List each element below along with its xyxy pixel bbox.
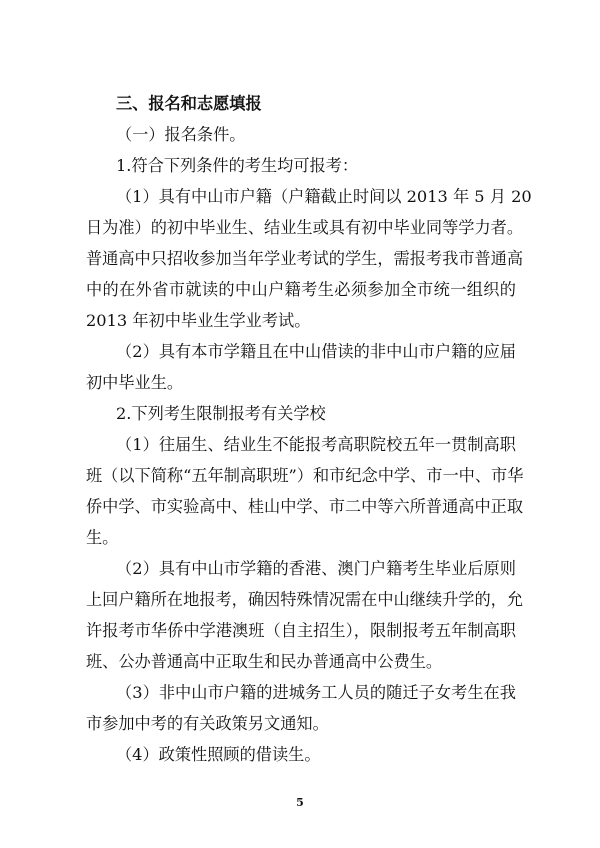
- item-1-title: 1.符合下列条件的考生均可报考：: [116, 156, 359, 175]
- para-4-line-3: 许报考市华侨中学港澳班（自主招生），限制报考五年制高职: [86, 621, 516, 640]
- para-4-line-4: 班、公办普通高中正取生和民办普通高中公费生。: [86, 652, 443, 671]
- para-1-line-4: 中的在外省市就读的中山户籍考生必须参加全市统一组织的: [86, 280, 516, 299]
- para-1-line-5: 2013 年初中毕业生学业考试。: [86, 311, 311, 330]
- page-number: 5: [296, 796, 304, 809]
- para-2-line-2: 初中毕业生。: [86, 373, 184, 392]
- para-3-line-4: 生。: [86, 528, 119, 547]
- subheading: （一）报名条件。: [116, 125, 246, 144]
- para-4-line-1: （2）具有中山市学籍的香港、澳门户籍考生毕业后原则: [116, 559, 516, 578]
- para-5-line-2: 市参加中考的有关政策另文通知。: [86, 714, 329, 733]
- para-6-line-1: （4）政策性照顾的借读生。: [116, 745, 321, 764]
- para-1-line-2: 日为准）的初中毕业生、结业生或具有初中毕业同等学力者。: [86, 218, 524, 237]
- para-3-line-3: 侨中学、市实验高中、桂山中学、市二中等六所普通高中正取: [86, 497, 524, 516]
- para-1-line-3: 普通高中只招收参加当年学业考试的学生，需报考我市普通高: [86, 249, 524, 268]
- item-2-title: 2.下列考生限制报考有关学校: [116, 404, 326, 423]
- para-1-line-1: （1）具有中山市户籍（户籍截止时间以 2013 年 5 月 20: [116, 187, 532, 206]
- para-5-line-1: （3）非中山市户籍的进城务工人员的随迁子女考生在我: [116, 683, 516, 702]
- para-2-line-1: （2）具有本市学籍且在中山借读的非中山市户籍的应届: [116, 342, 516, 361]
- para-4-line-2: 上回户籍所在地报考，确因特殊情况需在中山继续升学的，允: [86, 590, 524, 609]
- para-3-line-1: （1）往届生、结业生不能报考高职院校五年一贯制高职: [116, 435, 516, 454]
- section-heading: 三、报名和志愿填报: [116, 94, 262, 113]
- para-3-line-2: 班（以下简称“五年制高职班”）和市纪念中学、市一中、市华: [86, 466, 524, 485]
